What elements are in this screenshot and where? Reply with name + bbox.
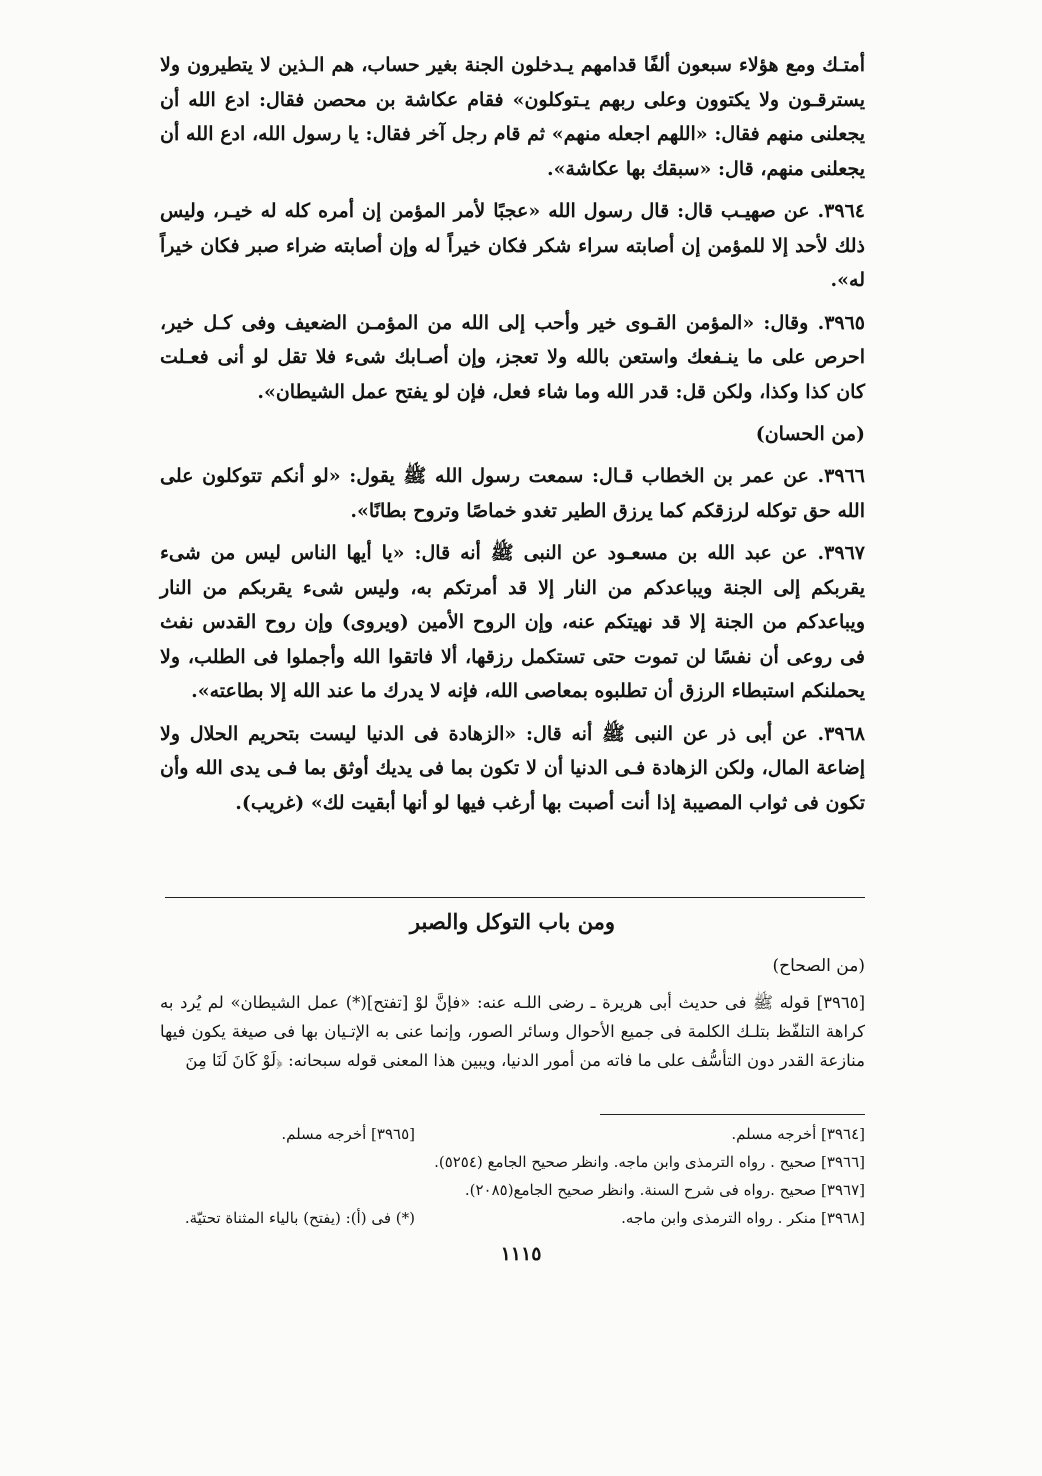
heading-text: (من الحسان) <box>755 423 865 445</box>
footnote-row <box>160 1148 865 1176</box>
section-title: ومن باب التوكل والصبر <box>409 909 616 934</box>
footnote-row <box>160 1204 865 1232</box>
footnote: [٣٩٦٦] صحيح . رواه الترمذى وابن ماجه. وانظر صحيح الجامع (٥٢٥٤). <box>434 1153 865 1171</box>
paragraph-text: عن أبى ذر عن النبى ﷺ أنه قال: «الزهادة فى الدنيا ليست بتحريم الحلال ولا إضاعة المال، ولكن الزهادة فـى الدنيا أن لا تكون بما فى يديك أوثق بما فـى يدى الله وأن تكون فى ثواب المصيبة إذا أنت أصبت بها أرغب فيها لو أنها أبقيت لك» (غريب). <box>160 722 865 814</box>
section-divider <box>165 897 865 898</box>
commentary <box>160 950 865 1075</box>
page-number: ١١١٥ <box>500 1243 542 1265</box>
paragraph-text: عن عمر بن الخطاب قـال: سمعت رسول الله ﷺ يقول: «لو أنكم تتوكلون على الله حق توكله لرزقكم كما يرزق الطير تغدو خماصًا وتروح بطانًا». <box>160 465 865 522</box>
footnote-divider <box>600 1114 865 1115</box>
paragraph-text: عن عبد الله بن مسعـود عن النبى ﷺ أنه قال: «يا أيها الناس ليس من شىء يقربكم إلى الجنة ويباعدكم من النار إلا قد أمرتكم به، وليس شىء يقربكم من النار ويباعدكم من الجنة إلا قد نهيتكم عنه، وإن الروح الأمين (ويروى) وإن روح القدس نفث فى روعى أن نفسًا لن تموت حتى تستكمل رزقها، ألا فاتقوا الله وأجملوا فى الطلب، ولا يحملنكم استبطاء الرزق أن تطلبوه بمعاصى الله، فإنه لا يدرك ما عند الله إلا بطاعته». <box>160 542 865 702</box>
footnote: [٣٩٦٥] أخرجه مسلم. <box>281 1125 415 1143</box>
subsection-heading <box>160 417 865 451</box>
hadith-3966 <box>160 459 865 528</box>
commentary-text: [٣٩٦٥] قوله ﷺ فى حديث أبى هريرة ـ رضى اللـه عنه: «فإنَّ لوْ [تفتح](*) عمل الشيطان» لم يُرد به كراهة التلفّظ بتلـك الكلمة فى جميع الأحوال وسائر الصور، وإنما عنى به الإتـيان بها فى صيغة يكون فيها منازعة القدر دون التأسُّف على ما فاته من أمور الدنيا، ويبين هذا المعنى قوله سبحانه: ﴿لَوْ كَانَ لَنَا مِنَ <box>160 993 865 1070</box>
paragraph-continuation <box>160 48 865 186</box>
hadith-number: ٣٩٦٤. <box>817 200 865 222</box>
footnotes <box>160 1120 865 1232</box>
footnote <box>160 1176 415 1204</box>
footnote: (*) فى (أ): (يفتح) بالياء المثناة تحتيّة. <box>184 1209 415 1227</box>
footnote: [٣٩٦٨] منكر . رواه الترمذى وابن ماجه. <box>621 1209 865 1227</box>
hadith-3964 <box>160 194 865 298</box>
hadith-number: ٣٩٦٨. <box>817 722 865 745</box>
hadith-3967 <box>160 536 865 709</box>
commentary-source: (من الصحاح) <box>772 956 865 976</box>
footnote <box>160 1148 415 1176</box>
paragraph-text: أمتـك ومع هؤلاء سبعون ألفًا قدامهم يـدخلون الجنة بغير حساب، هم الـذين لا يتطيرون ولا يسترقـون ولا يكتوون وعلى ربهم يـتوكلون» فقام عكاشة بن محصن فقال: ادع الله أن يجعلنى منهم فقال: «اللهم اجعله منهم» ثم قام رجل آخر فقال: يا رسول الله، ادع الله أن يجعلنى منهم، قال: «سبقك بها عكاشة». <box>160 54 865 180</box>
hadith-number: ٣٩٦٧. <box>817 542 865 564</box>
footnote-row <box>160 1120 865 1148</box>
paragraph-text: عن صهيـب قال: قال رسول الله «عجبًا لأمر المؤمن إن أمره كله له خيـر، وليس ذلك لأحد إلا للمؤمن إن أصابته سراء شكر فكان خيراً له وإن أصابته ضراء صبر فكان خيراً له». <box>160 200 865 291</box>
footnote: [٣٩٦٧] صحيح .رواه فى شرح السنة. وانظر صحيح الجامع(٢٠٨٥). <box>464 1181 865 1199</box>
hadith-3968 <box>160 717 865 821</box>
footnote: [٣٩٦٤] أخرجه مسلم. <box>731 1125 865 1143</box>
hadith-number: ٣٩٦٦. <box>817 465 865 487</box>
hadith-body <box>160 48 865 828</box>
hadith-number: ٣٩٦٥. <box>817 311 866 334</box>
paragraph-text: وقال: «المؤمن القـوى خير وأحب إلى الله من المؤمـن الضعيف وفى كـل خير، احرص على ما ينـفعك واستعن بالله ولا تعجز، وإن أصـابك شىء فلا تقل لو أنى فعـلت كان كذا وكذا، ولكن قل: قدر الله وما شاء فعل، فإن لو يفتح عمل الشيطان». <box>160 311 865 403</box>
footnote-row <box>160 1176 865 1204</box>
hadith-3965 <box>160 306 865 410</box>
